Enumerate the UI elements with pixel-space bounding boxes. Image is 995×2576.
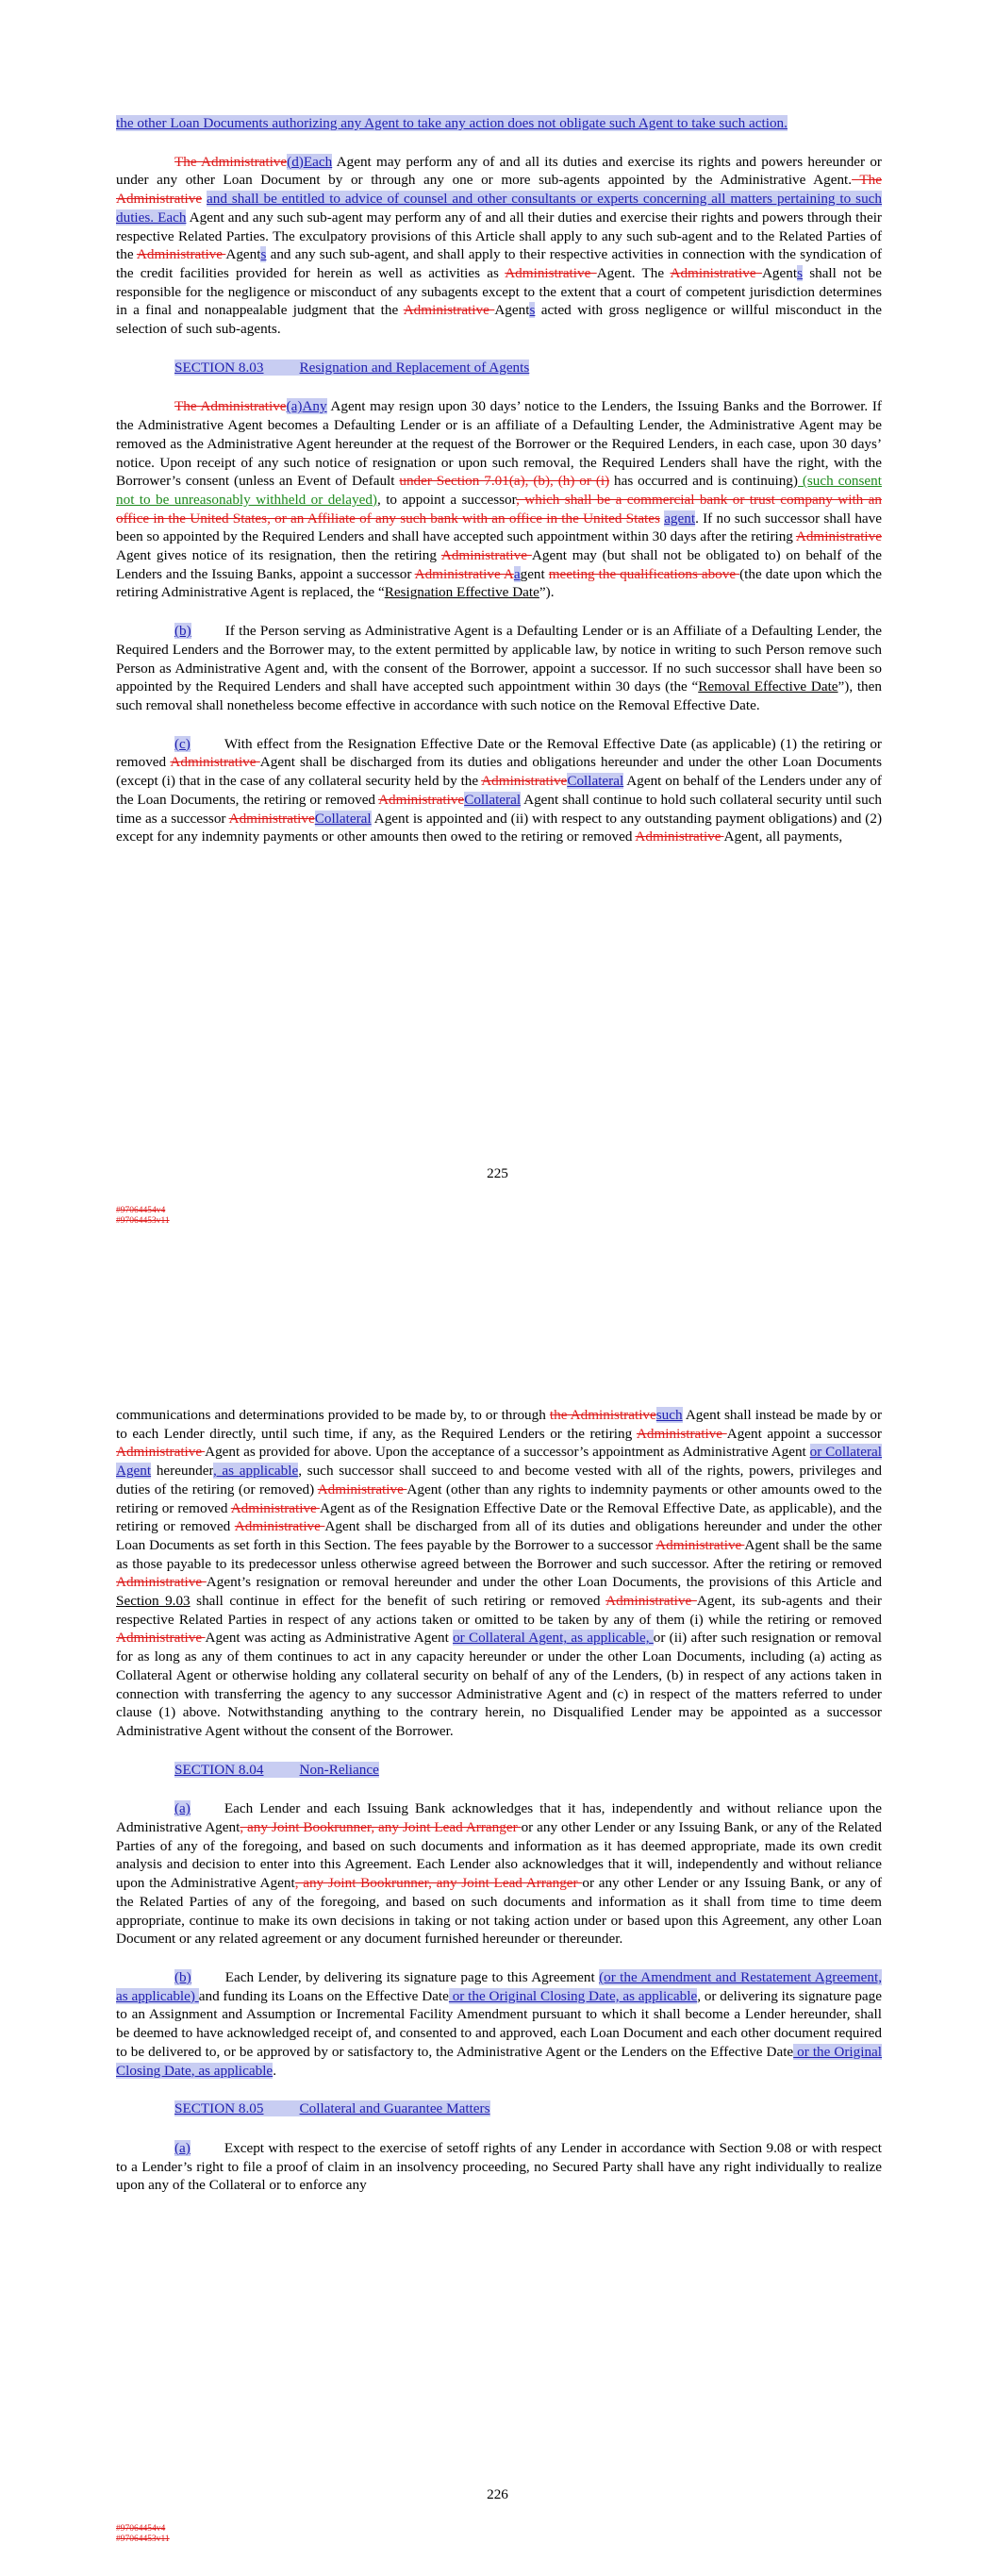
paragraph-8-03-c: (c) With effect from the Resignation Effective Date or the Removal Effective Date (as applicable) (1) the retiring or removed Administrative Agent shall be discharged from its duties and obligations hereunder and under the other Loan Documents (except (i) that in the case of any collateral security held by the AdministrativeCollateral Agent on behalf of the Lenders under any of the Loan Documents, the retiring or removed AdministrativeCollateral Agent shall continue to hold such collateral security until such time as a successor AdministrativeCollateral Agent is appointed and (ii) with respect to any outstanding payment obligations) and (2) except for any indemnity payments or other amounts then owed to the retiring or removed Administrative Agent, all payments, [116,735,883,845]
paragraph-8-02-d: The Administrative(d)Each Agent may perform any of and all its duties and exercise its rights and powers hereunder or under any other Loan Document by or through any one or more sub-agents appointed by the Administrative Agent. The Administrative and shall be entitled to advice of counsel and other consultants or experts concerning all matters pertaining to such duties. Each Agent and any such sub-agent may perform any of and all their duties and exercise their rights and powers through their respective Related Parties. The exculpatory provisions of this Article shall apply to any such sub-agent and to the Related Parties of the Administrative Agents and any such sub-agent, and shall apply to their respective activities in connection with the syndication of the credit facilities provided for herein as well as activities as Administrative Agent. The Administrative Agents shall not be responsible for the negligence or misconduct of any subagents except to the extent that a court of competent jurisdiction determines in a final and nonappealable judgment that the Administrative Agents acted with gross negligence or willful misconduct in the selection of such sub-agents. [116,153,883,338]
paragraph-8-03-b: (b) If the Person serving as Administrative Agent is a Defaulting Lender or is an Affiliate of a Defaulting Lender, the Required Lenders and the Borrower may, to the extent permitted by applicable law, by notice in writing to such Person remove such Person as Administrative Agent and, with the consent of the Borrower, appoint a successor. If no such successor shall have been so appointed by the Required Lenders and shall have accepted such appointment within 30 days (the “Removal Effective Date”), then such removal shall nonetheless become effective in accordance with such notice on the Removal Effective Date. [116,623,882,713]
paragraph-8-04-a: (a) Each Lender and each Issuing Bank acknowledges that it has, independently and without reliance upon the Administrative Agent, any Joint Bookrunner, any Joint Lead Arranger or any other Lender or any Issuing Bank, or any of the Related Parties of any of the foregoing, and based on such documents and information as it has deemed appropriate, made its own credit analysis and decision to enter into this Agreement. Each Lender also acknowledges that it will, independently and without reliance upon the Administrative Agent, any Joint Bookrunner, any Joint Lead Arranger or any other Lender or any Issuing Bank, or any of the Related Parties of any of the foregoing, and based on such documents and information as it shall from time to time deem appropriate, continue to make its own decisions in taking or not taking action under or based upon this Agreement, any other Loan Document or any related agreement or any document furnished hereunder or thereunder. [116,1800,882,1948]
page-226-body [116,1406,882,2215]
paragraph-8-04-b: (b) Each Lender, by delivering its signature page to this Agreement (or the Amendment and Restatement Agreement, as applicable) and funding its Loans on the Effective Date or the Original Closing Date, as applicable, or delivering its signature page to an Assignment and Assumption or Incremental Facility Amendment pursuant to which it shall become a Lender hereunder, shall be deemed to have acknowledged receipt of, and consented to and approved, each Loan Document and each other document required to be delivered to, or be approved by or satisfactory to, the Administrative Agent or the Lenders on the Effective Date or the Original Closing Date, as applicable. [116,1968,882,2079]
section-8-03-heading: SECTION 8.03 Resignation and Replacement of Agents [174,359,530,376]
page-226 [0,1406,995,2576]
page-225 [0,0,995,1264]
paragraph-8-05-a: (a) Except with respect to the exercise of setoff rights of any Lender in accordance with Section 9.08 or with respect to a Lender’s right to file a proof of claim in an insolvency proceeding, no Secured Party shall have any right individually to realize upon any of the Collateral or to enforce any [116,2139,882,2194]
carryover-paragraph: the other Loan Documents authorizing any Agent to take any action does not obligate such Agent to take such action. [116,115,788,131]
page-number: 225 [487,1165,508,1181]
page-number: 226 [487,2486,508,2502]
document-id-footer: #97064454v4 #97064453v11 [116,2524,170,2544]
continuation-paragraph-8-03-c: communications and determinations provided to be made by, to or through the Administrativesuch Agent shall instead be made by or to each Lender directly, until such time, if any, as the Required Lenders or the retiring Administrative Agent appoint a successor Administrative Agent as provided for above. Upon the acceptance of a successor’s appointment as Administrative Agent or Collateral Agent hereunder, as applicable, such successor shall succeed to and become vested with all of the rights, powers, privileges and duties of the retiring (or removed) Administrative Agent (other than any rights to indemnity payments or other amounts owed to the retiring or removed Administrative Agent as of the Resignation Effective Date or the Removal Effective Date, as applicable), and the retiring or removed Administrative Agent shall be discharged from all of its duties and obligations hereunder and under the other Loan Documents as set forth in this Section. The fees payable by the Borrower to a successor Administrative Agent shall be the same as those payable to its predecessor unless otherwise agreed between the Borrower and such successor. After the retiring or removed Administrative Agent’s resignation or removal hereunder and under the other Loan Documents, the provisions of this Article and Section 9.03 shall continue in effect for the benefit of such retiring or removed Administrative Agent, its sub-agents and their respective Related Parties in respect of any actions taken or omitted to be taken by any of them (i) while the retiring or removed Administrative Agent was acting as Administrative Agent or Collateral Agent, as applicable, or (ii) after such resignation or removal for as long as any of them continues to act in any capacity hereunder or under the other Loan Documents, including (a) acting as Collateral Agent or otherwise holding any collateral security on behalf of any of the Lenders, (b) in respect of any actions taken in connection with transferring the agency to any successor Administrative Agent and (c) in respect of the matters referred to under clause (1) above. Notwithstanding anything to the contrary herein, no Disqualified Lender may be appointed as a successor Administrative Agent without the consent of the Borrower. [116,1407,883,1739]
section-8-05-heading: SECTION 8.05 Collateral and Guarantee Matters [174,2100,490,2117]
page-225-body [116,114,882,866]
paragraph-8-03-a: The Administrative(a)Any Agent may resign upon 30 days’ notice to the Lenders, the Issuing Banks and the Borrower. If the Administrative Agent becomes a Defaulting Lender or is an affiliate of a Defaulting Lender, the Administrative Agent may be removed as the Administrative Agent hereunder at the request of the Borrower or the Required Lenders, in each case, upon 30 days’ notice. Upon receipt of any such notice of resignation or upon such removal, the Required Lenders shall have the right, with the Borrower’s consent (unless an Event of Default under Section 7.01(a), (b), (h) or (i) has occurred and is continuing) (such consent not to be unreasonably withheld or delayed), to appoint a successor, which shall be a commercial bank or trust company with an office in the United States, or an Affiliate of any such bank with an office in the United States agent. If no such successor shall have been so appointed by the Required Lenders and shall have accepted such appointment within 30 days after the retiring Administrative Agent gives notice of its resignation, then the retiring Administrative Agent may (but shall not be obligated to) on behalf of the Lenders and the Issuing Banks, appoint a successor Administrative Aagent meeting the qualifications above (the date upon which the retiring Administrative Agent is replaced, the “Resignation Effective Date”). [116,398,883,601]
document-id-footer: #97064454v4 #97064453v11 [116,1206,170,1226]
section-8-04-heading: SECTION 8.04 Non-Reliance [174,1761,379,1778]
